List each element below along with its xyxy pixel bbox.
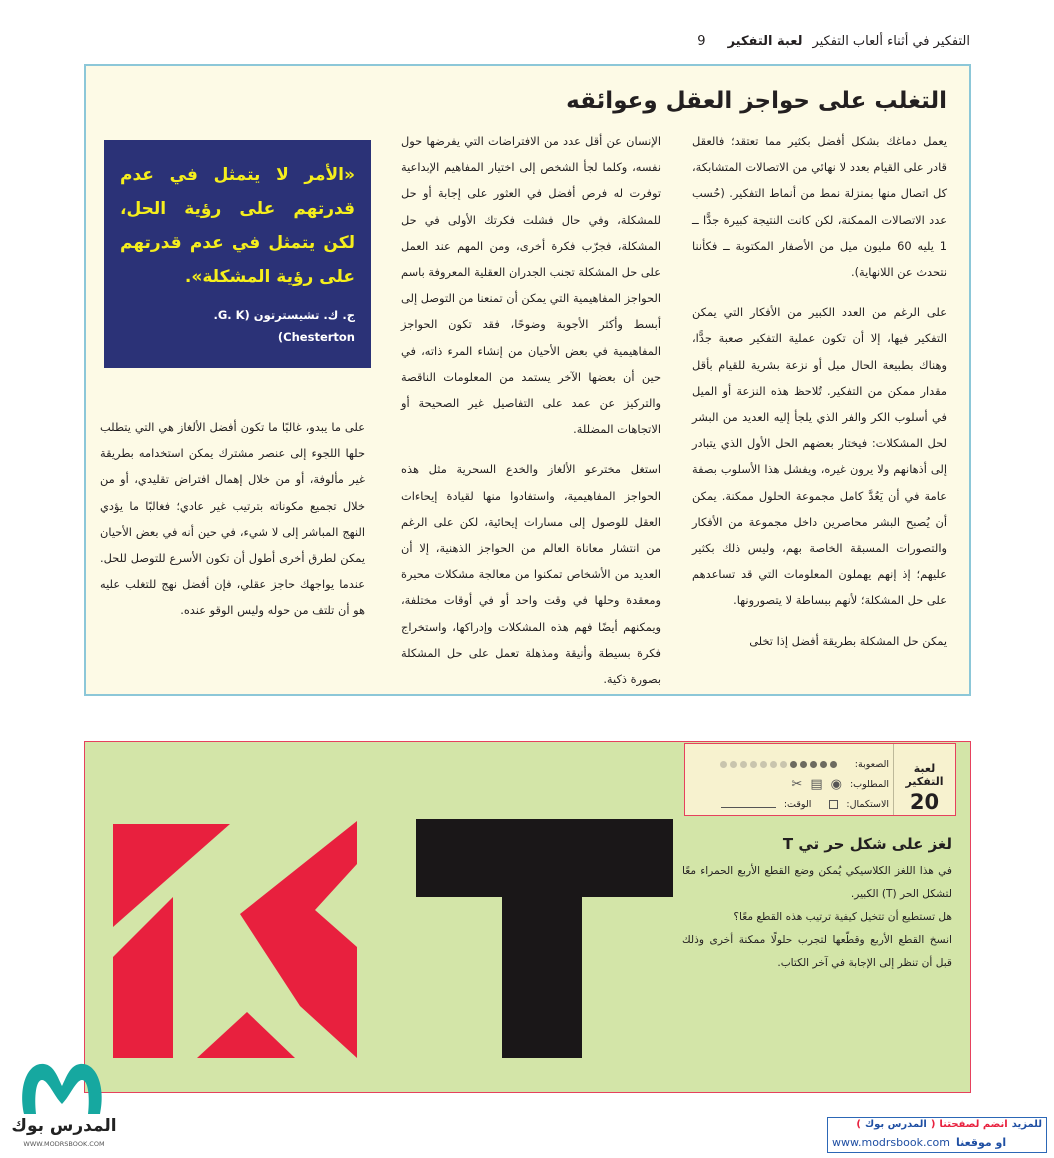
puzzle-label: لعبة التفكير bbox=[905, 762, 944, 788]
difficulty-dot bbox=[810, 761, 817, 768]
difficulty-dot bbox=[820, 761, 827, 768]
puzzle-paragraph: انسخ القطع الأربع وقطّعها لتجرب حلولًا ممكنة أخرى وذلك قبل أن تنظر إلى الإجابة في آخر الكتاب. bbox=[682, 934, 952, 969]
completion-label: الاستكمال: bbox=[846, 798, 889, 810]
difficulty-dot bbox=[830, 761, 837, 768]
pages-icon: ▤ bbox=[810, 776, 823, 792]
puzzle-title: لغز على شكل حر تي T bbox=[782, 835, 952, 853]
difficulty-dot bbox=[800, 761, 807, 768]
difficulty-dot bbox=[790, 761, 797, 768]
page-number: 9 bbox=[697, 33, 706, 49]
site-logo bbox=[6, 1056, 118, 1156]
promo-line-2 bbox=[832, 1136, 1006, 1149]
red-piece-c bbox=[197, 1012, 295, 1058]
difficulty-dot bbox=[750, 761, 757, 768]
puzzle-number-block bbox=[893, 744, 955, 815]
quote-author-en: Chesterton) bbox=[277, 330, 355, 344]
puzzle-box bbox=[84, 741, 971, 1093]
puzzle-meta bbox=[693, 754, 889, 814]
logo-url: WWW.MODRSBOOK.COM bbox=[23, 1140, 105, 1148]
completion-row bbox=[693, 794, 889, 814]
article-box bbox=[84, 64, 971, 696]
red-piece-b bbox=[113, 897, 173, 1058]
promo-or: او موقعنا bbox=[955, 1136, 1007, 1149]
difficulty-dot bbox=[780, 761, 787, 768]
t-letter bbox=[416, 819, 673, 1058]
quote-author: ج. ك. تشيسترتون (G. K. bbox=[213, 308, 355, 322]
promo-join: انضم لصفحتنا bbox=[939, 1119, 1008, 1130]
puzzle-paragraph: في هذا اللغز الكلاسيكي يُمكن وضع القطع الأربع الحمراء معًا لتشكل الحر (T) الكبير. bbox=[682, 865, 952, 900]
promo-more: للمزيد bbox=[1011, 1119, 1042, 1130]
difficulty-dot bbox=[770, 761, 777, 768]
difficulty-dot bbox=[740, 761, 747, 768]
paragraph: على ما يبدو، غالبًا ما تكون أفضل الألغاز هي التي يتطلب حلها اللجوء إلى عنصر مشترك يمكن استخدامه بطريقة غير مألوفة، أو من خلال إهمال افتراض تقليدي، أو من خلال تجميع مكوناته بترتيب غير عادي؛ فغالبًا ما يؤدي النهج المباشر إلى لا شيء، في حين أنه في بعض الأحيان يمكن لطرق أخرى أطول أن تكون الأسرع للتوصل للحل. عندما يواجهك حاجز عقلي، فإن أفضل نهج للتغلب عليه هو أن تلتف من حوله وليس الوقو عنده. bbox=[100, 420, 365, 618]
promo-page[interactable]: المدرس بوك bbox=[864, 1119, 927, 1130]
difficulty-dot bbox=[760, 761, 767, 768]
difficulty-dot bbox=[730, 761, 737, 768]
quote-text: «الأمر لا يتمثل في عدم قدرتهم على رؤية الحل، لكن يتمثل في عدم قدرتهم على رؤية المشكلة». bbox=[120, 165, 355, 287]
difficulty-row bbox=[693, 754, 889, 774]
required-row bbox=[693, 774, 889, 794]
paragraph: يمكن حل المشكلة بطريقة أفضل إذا تخلى bbox=[749, 633, 947, 648]
paragraph: على الرغم من العدد الكبير من الأفكار التي يمكن التفكير فيها، إلا أن تكون عملية التفكير صعبة جدًّا، وهناك بطبيعة الحال ميل أو نزعة بشرية للقيام بأقل مقدار ممكن من التفكير. تُلاحظ هذه النزعة أو الميل في أسلوب الكر والفر الذي يلجأ إليه العديد من البشر لحل المشكلات: فيختار بعضهم الحل الأول الذي يتبادر إلى أذهانهم ولا يرون غيره، ويفشل هذا الأسلوب بصفة عامة في أن يَعُدَّ كامل مجموعة الحلول ممكنة. يمكن أن يُصبح البشر محاصرين داخل مجموعة من الأفكار والتصورات المسبقة الخاصة بهم، وليس ذلك بكثير عليهم؛ إذ إنهم يهملون المعلومات التي قد تساعدهم على حل المشكلة؛ لأنهم ببساطة لا يتصورونها. bbox=[692, 305, 947, 608]
puzzle-description bbox=[682, 860, 952, 975]
quote-box bbox=[104, 140, 371, 368]
completion-checkbox[interactable] bbox=[829, 800, 838, 809]
article-column-3 bbox=[100, 414, 365, 638]
difficulty-dots bbox=[720, 761, 837, 768]
book-title: لعبة التفكير bbox=[727, 33, 803, 49]
time-label: الوقت: bbox=[783, 798, 812, 810]
paragraph: يعمل دماغك بشكل أفضل بكثير مما تعتقد؛ فالعقل قادر على القيام بعدد لا نهائي من الاتصالات المتشابكة، كل اتصال منها بمنزلة نمط من أنماط التفكير. (حُسب عدد الاتصالات الممكنة، لكن كانت النتيجة كبيرة جدًّا ــ 1 يليه 60 مليون ميل من الأصفار المكتوبة ــ فكأننا نتحدث عن اللانهاية). bbox=[692, 134, 947, 280]
running-header bbox=[60, 30, 970, 52]
puzzle-info-panel bbox=[684, 743, 956, 816]
article-column-1 bbox=[692, 128, 947, 668]
difficulty-dot bbox=[720, 761, 727, 768]
article-title: التغلب على حواجز العقل وعوائقه bbox=[566, 88, 947, 114]
promo-banner[interactable] bbox=[827, 1117, 1047, 1153]
paragraph: الإنسان عن أقل عدد من الافتراضات التي يفرضها حول نفسه، وكلما لجأ الشخص إلى اختيار المفاهيم الإبداعية توفرت له فرص أفضل في العثور على إجابة أو حل للمشكلة، وفي حال فشلت فكرتك الأولى في حل المشكلة، فجرّب فكرة أخرى، ومن المهم عند العمل على حل المشكلة تجنب الجدران العقلية المعروفة باسم الحواجز المفاهيمية التي يمكن أن تمنعنا من التوصل إلى أبسط وأكثر الأجوبة وضوحًا، فقد تكون الحواجز المفاهيمية في بعض الأحيان من إنشاء المرء ذاته، في حين أن بعضها الآخر يستمد من المعلومات الناقصة والتركيز عن عمد على التفاصيل غير الصحيحة أو الاتجاهات المضللة. bbox=[401, 134, 661, 437]
eye-icon: ◉ bbox=[830, 776, 842, 792]
puzzle-number: 20 bbox=[909, 790, 940, 814]
article-column-2 bbox=[401, 128, 661, 706]
time-field[interactable] bbox=[721, 800, 776, 808]
section-title: التفكير في أثناء ألعاب التفكير bbox=[812, 33, 970, 49]
red-pieces bbox=[113, 821, 357, 1058]
difficulty-label: الصعوبة: bbox=[854, 758, 889, 770]
promo-line-1: للمزيد انضم لصفحتنا ( المدرس بوك ) bbox=[856, 1119, 1042, 1130]
required-label: المطلوب: bbox=[849, 778, 889, 790]
paragraph: استغل مخترعو الألغاز والخدع السحرية مثل هذه الحواجز المفاهيمية، واستفادوا منها لقيادة إيحاءات العقل للوصول إلى مسارات إيحائية، لكن على الرغم من انتشار معاناة العالم من الحواجز الذهنية، إلا أن العديد من الأشخاص تمكنوا من معالجة مشكلات محيرة ومعقدة وحلها في وقت واحد أو في أوقات مختلفة، ويمكنهم أيضًا فهم هذه المشكلات وإدراكها، واستخراج فكرة بسيطة وأنيقة ومذهلة تعمل على حل المشكلة بصورة ذكية. bbox=[401, 462, 661, 687]
puzzle-paragraph: هل تستطيع أن تتخيل كيفية ترتيب هذه القطع معًا؟ bbox=[733, 911, 952, 923]
promo-site[interactable]: www.modrsbook.com bbox=[832, 1136, 950, 1149]
logo-text: المدرس بوك bbox=[11, 1116, 117, 1136]
scissors-icon: ✂ bbox=[791, 776, 803, 792]
